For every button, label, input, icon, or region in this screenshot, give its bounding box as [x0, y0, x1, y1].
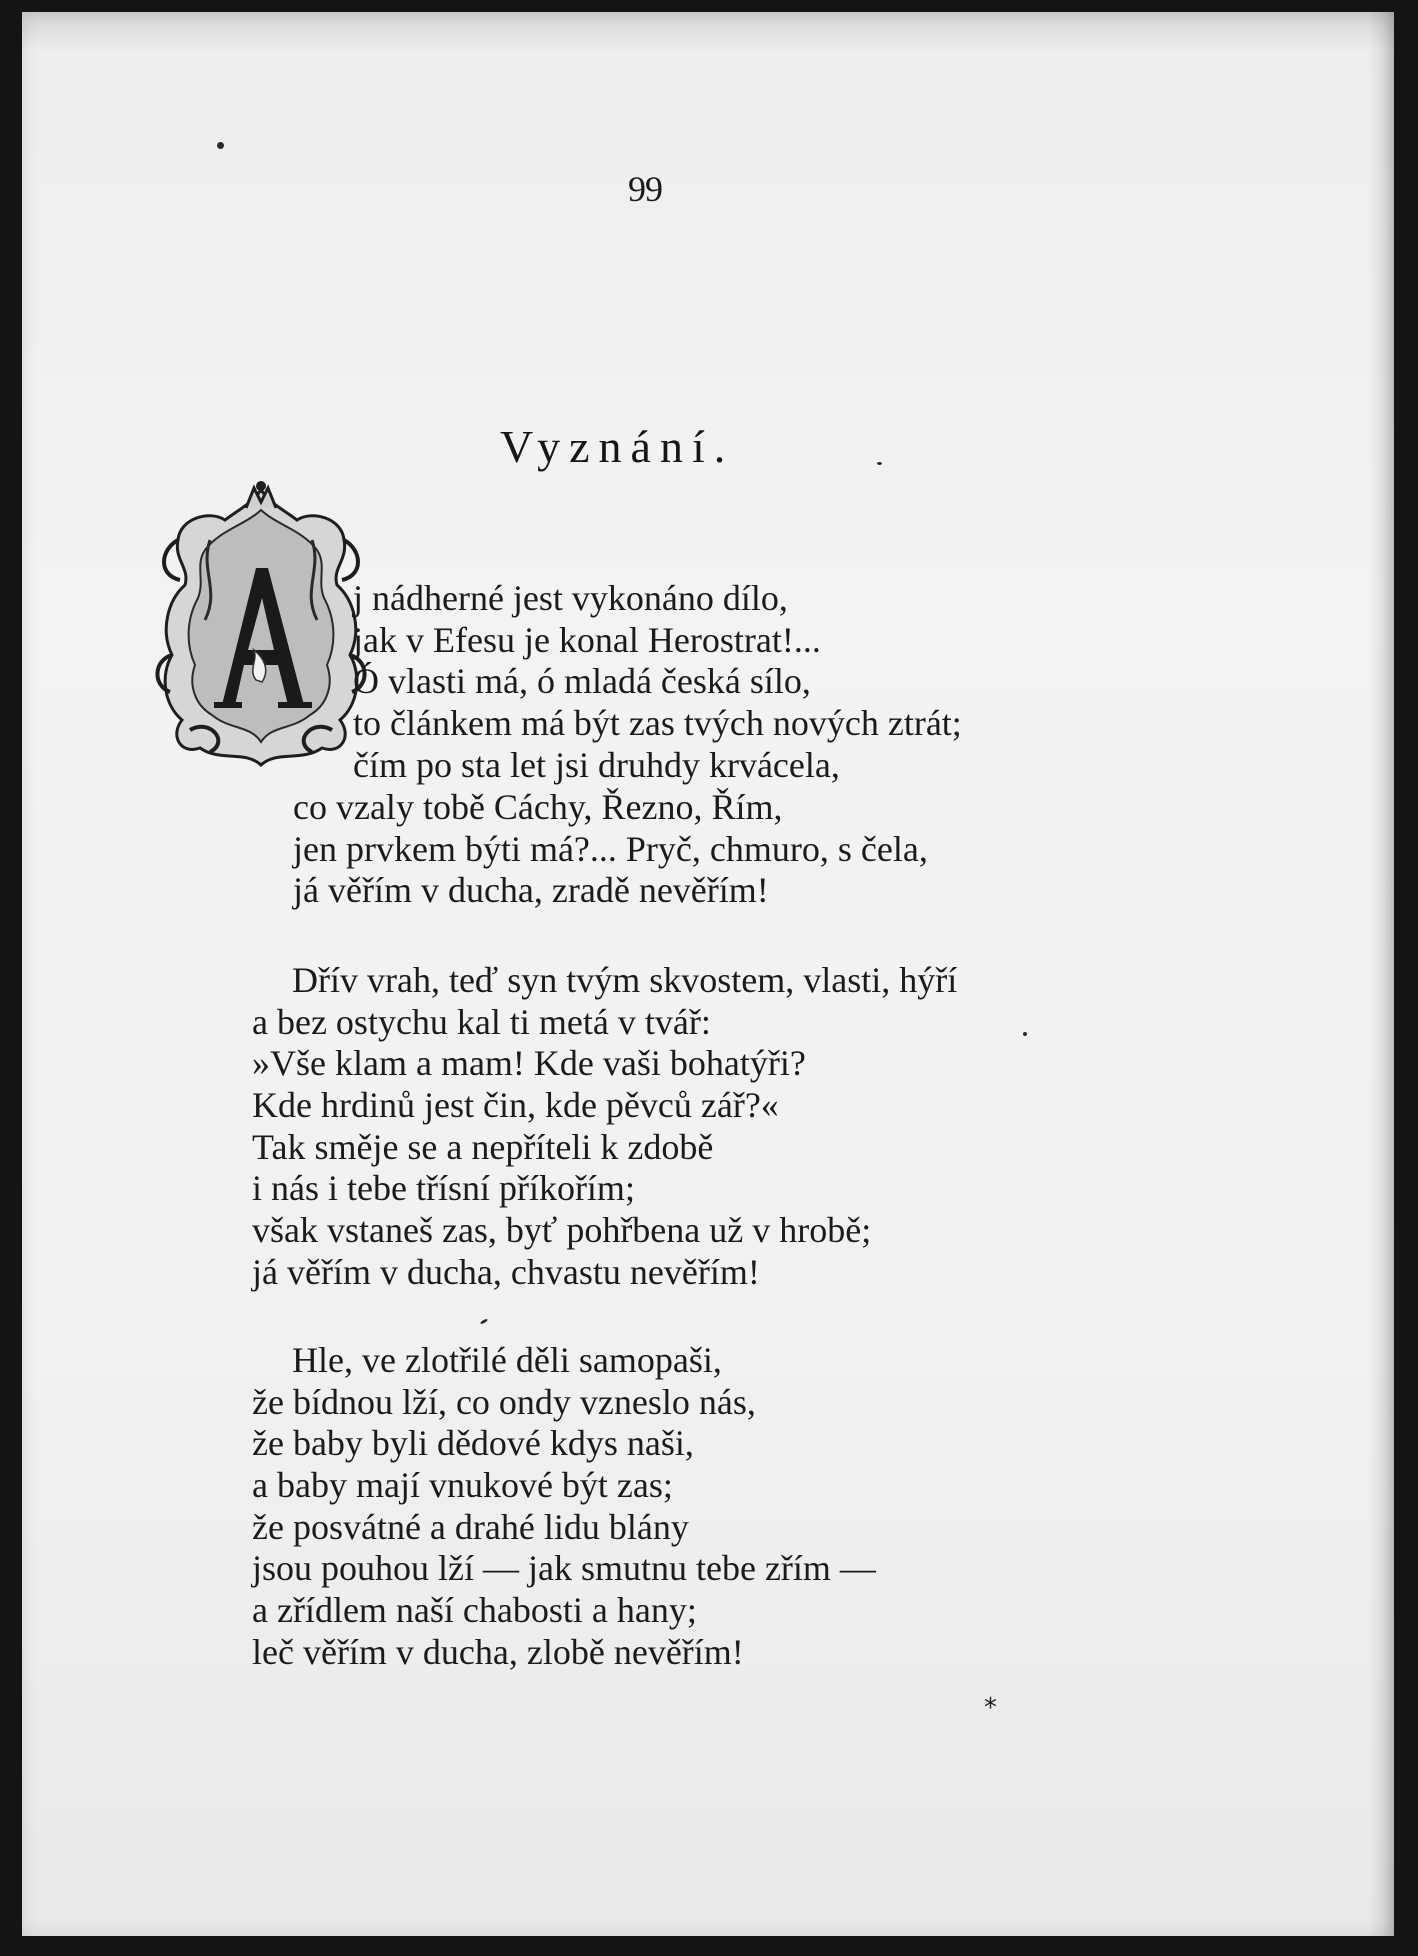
stanza-3	[252, 1340, 876, 1674]
poem-line: to článkem má být zas tvých nových ztrát;	[353, 703, 962, 744]
poem-line: však vstaneš zas, byť pohřbena už v hrobě;	[252, 1210, 872, 1251]
ornamental-initial-a	[150, 480, 372, 770]
poem-line: i nás i tebe třísní příkořím;	[252, 1168, 635, 1209]
ink-speck	[480, 1318, 488, 1325]
poem-line: že baby byli dědové kdys naši,	[252, 1423, 694, 1464]
poem-title: Vyznání.	[500, 421, 735, 472]
stanza-2	[252, 960, 957, 1294]
poem-line: jsou pouhou lží — jak smutnu tebe zřím —	[252, 1548, 876, 1589]
poem-line: j nádherné jest vykonáno dílo,	[353, 578, 788, 618]
poem-line: Ó vlasti má, ó mladá česká sílo,	[353, 661, 811, 702]
ink-speck	[217, 142, 224, 149]
poem-line: že posvátné a drahé lidu blány	[252, 1506, 689, 1547]
poem-line: Tak směje se a nepříteli k zdobě	[252, 1126, 714, 1167]
stanza-1-beside-initial	[353, 578, 962, 786]
poem-line: Dřív vrah, teď syn tvým skvostem, vlasti, hýří	[292, 960, 958, 1000]
poem-line: Kde hrdinů jest čin, kde pěvců zář?«	[252, 1085, 779, 1126]
end-asterisk: *	[984, 1693, 997, 1723]
poem-line: a bez ostychu kal ti metá v tvář:	[252, 1001, 711, 1042]
ink-speck	[1023, 1032, 1027, 1036]
poem-line: čím po sta let jsi druhdy krvácela,	[353, 744, 840, 785]
page-right-shadow	[1368, 12, 1394, 1936]
ink-speck	[877, 462, 882, 465]
page-number: 99	[628, 169, 662, 209]
poem-line: a zřídlem naší chabosti a hany;	[252, 1590, 697, 1631]
stanza-1-continued	[293, 787, 928, 912]
poem-line: co vzaly tobě Cáchy, Řezno, Řím,	[293, 787, 783, 827]
poem-line: »Vše klam a mam! Kde vaši bohatýři?	[252, 1043, 806, 1084]
poem-line: a baby mají vnukové být zas;	[252, 1465, 673, 1506]
page-top-shadow	[22, 12, 1394, 52]
poem-line: jak v Efesu je konal Herostrat!...	[353, 619, 821, 660]
poem-line: já věřím v ducha, chvastu nevěřím!	[252, 1251, 760, 1292]
poem-line: Hle, ve zlotřilé děli samopaši,	[292, 1340, 722, 1380]
poem-line: jen prvkem býti má?... Pryč, chmuro, s čela,	[293, 828, 928, 869]
poem-line: že bídnou lží, co ondy vzneslo nás,	[252, 1381, 756, 1422]
poem-line: leč věřím v ducha, zlobě nevěřím!	[252, 1631, 744, 1672]
poem-line: já věřím v ducha, zradě nevěřím!	[293, 870, 769, 911]
